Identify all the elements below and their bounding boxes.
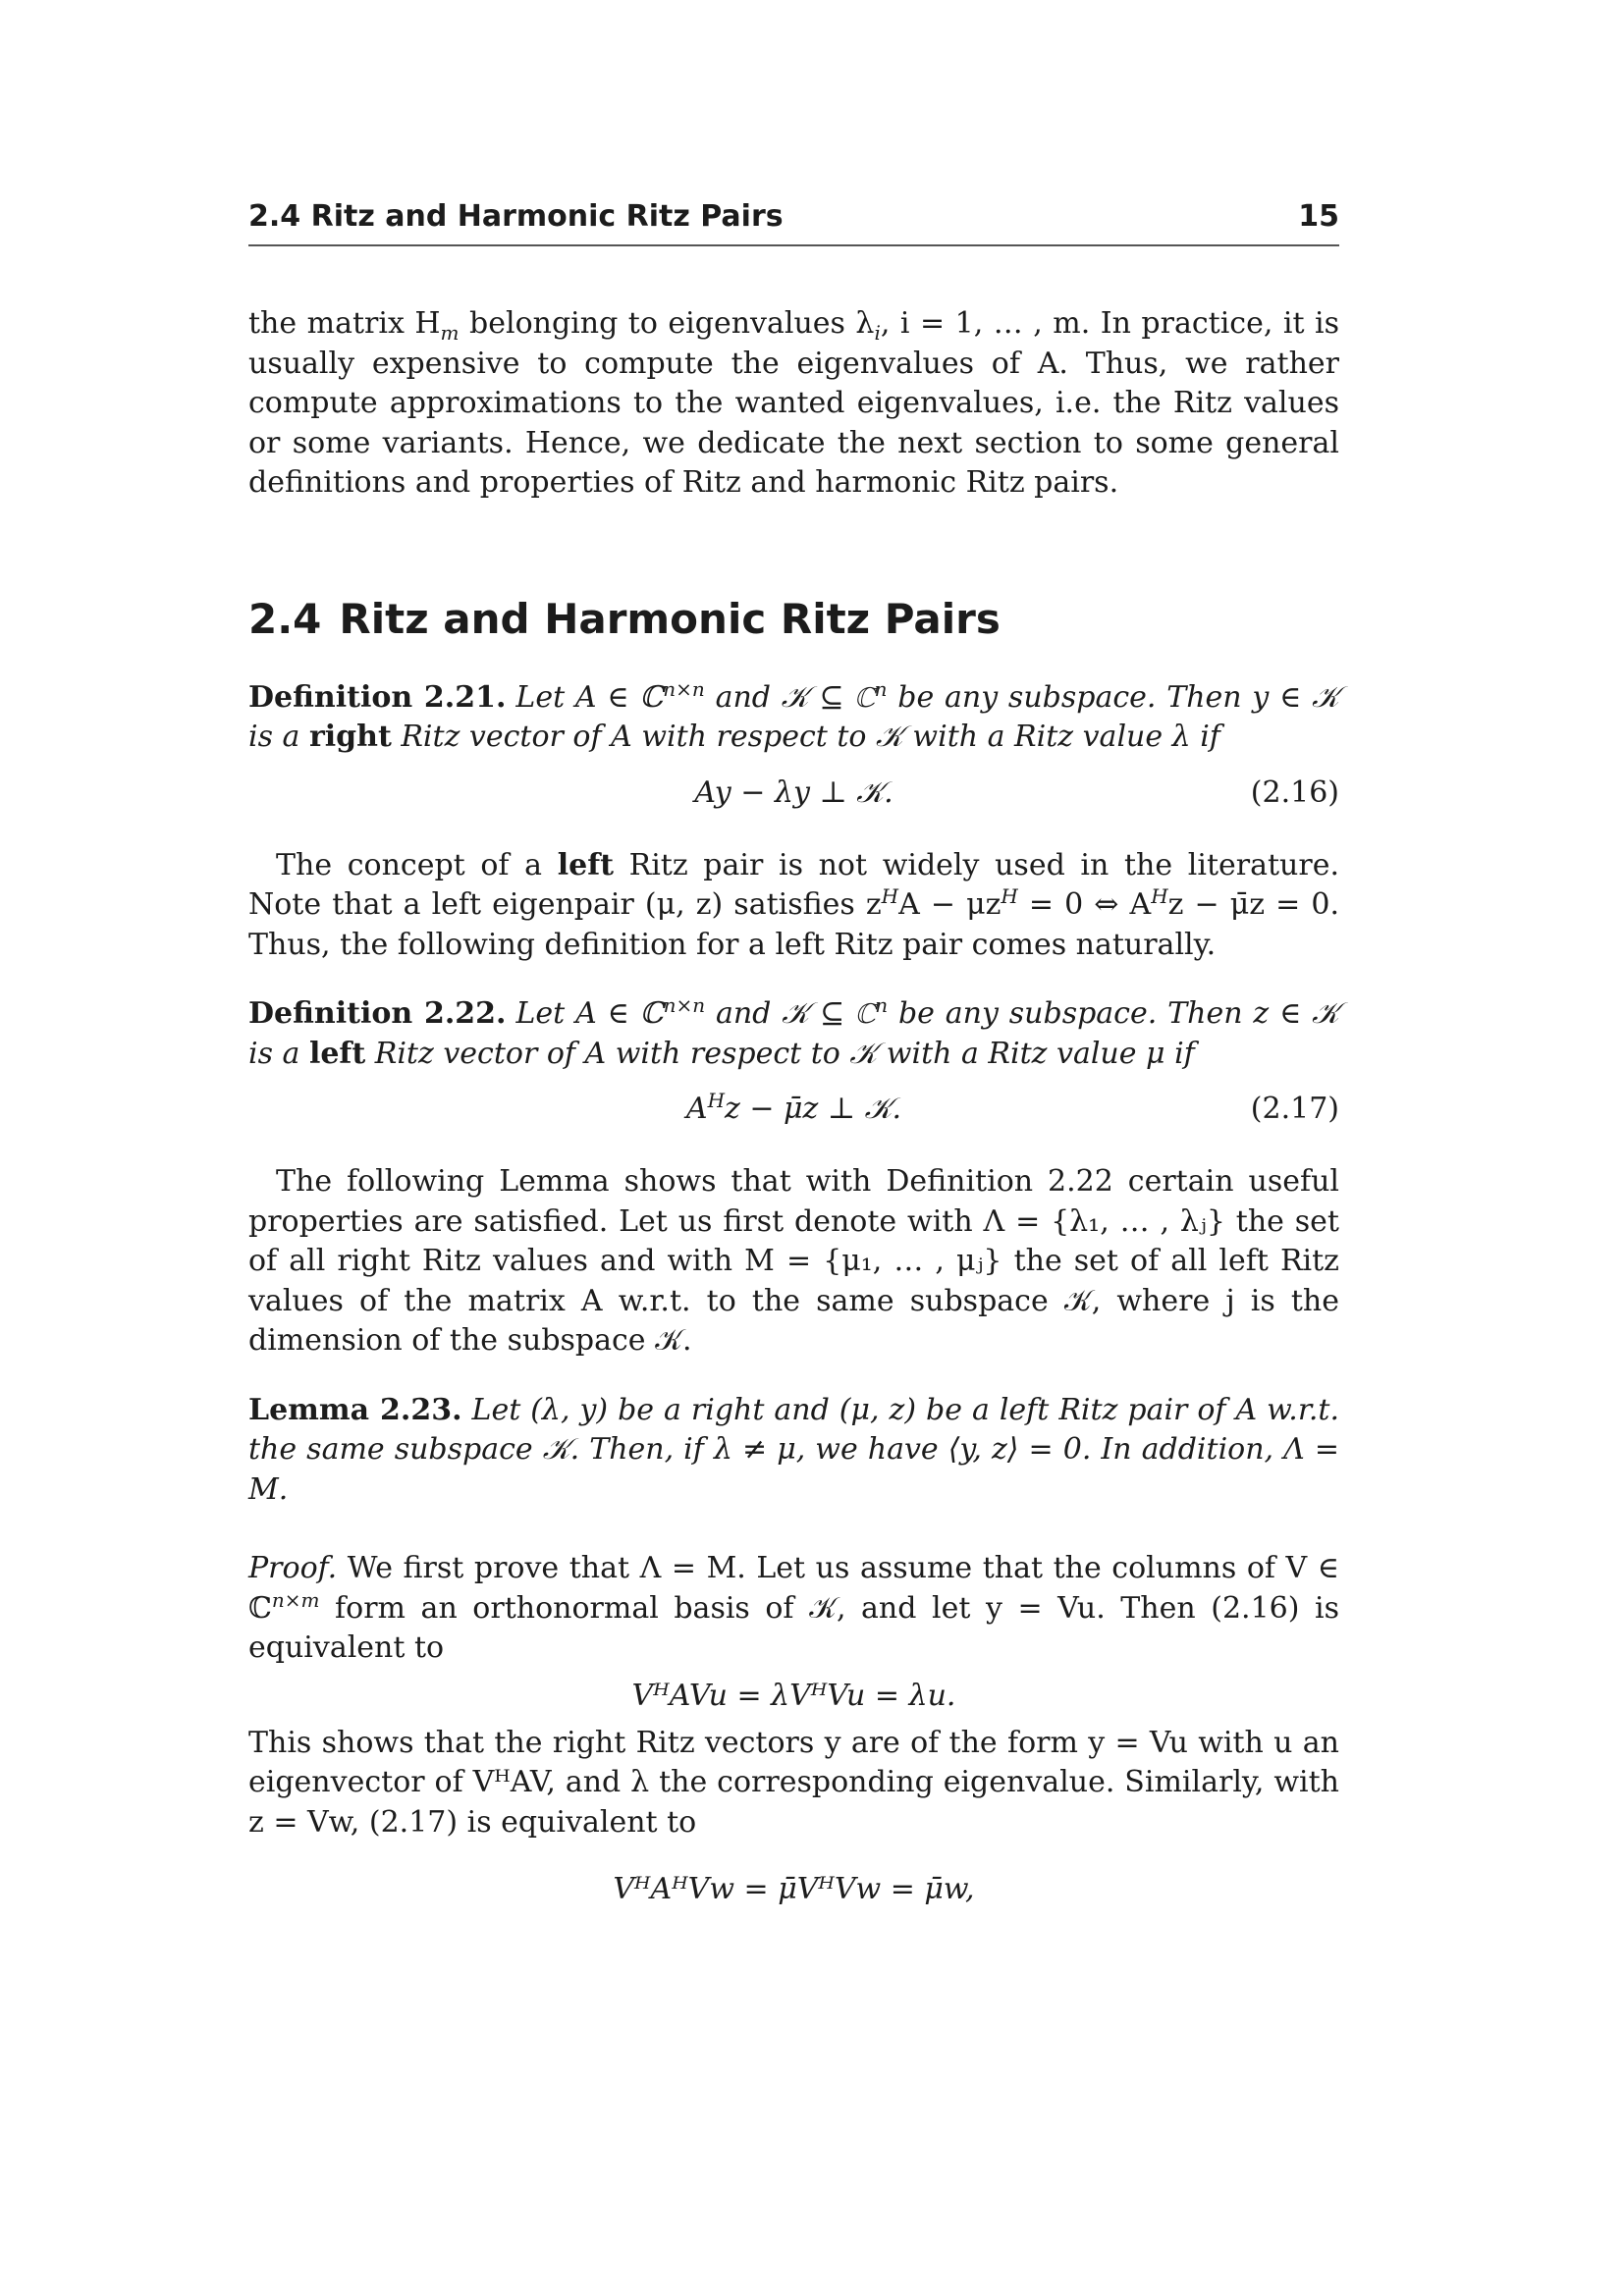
lemma-2-23-label: Lemma 2.23. [248, 1392, 462, 1427]
definition-2-21 [248, 678, 1339, 758]
left-para-text-b: Ritz pair is not widely used in the literature. Note that a left eigenpair (μ, z) satisfies z [248, 847, 1339, 922]
left-para-text-d: = 0 ⇔ A [1017, 887, 1152, 922]
running-header [248, 199, 1339, 246]
definition-2-21-label: Definition 2.21. [248, 679, 507, 715]
left-para-sup-1: H [881, 884, 899, 908]
left-ritz-paragraph [248, 846, 1339, 966]
def221-text-b: and 𝒦 ⊆ ℂ [704, 679, 875, 715]
equation-2-17-expression [248, 1074, 1339, 1145]
equation-2-16-expression: Ay − λy ⊥ 𝒦. [694, 774, 893, 810]
eq217-sup: H [707, 1089, 726, 1112]
def222-sup-n: n [875, 993, 889, 1017]
equation-2-16-number: (2.16) [1250, 774, 1339, 810]
def222-sup-nxn: n×n [663, 993, 706, 1017]
eq217-a: A [685, 1092, 708, 1126]
def222-text-b: and 𝒦 ⊆ ℂ [705, 996, 876, 1031]
section-heading [248, 590, 1339, 649]
equation-2-17-number: (2.17) [1250, 1092, 1339, 1126]
definition-2-22-label: Definition 2.22. [248, 996, 507, 1031]
page-number: 15 [1298, 199, 1339, 234]
def221-text-c: be any subspace. Then y ∈ 𝒦 is a [248, 679, 1339, 754]
intro-text-b: belonging to eigenvalues λ [459, 306, 875, 341]
proof-sup-nxm: n×m [271, 1587, 320, 1612]
intro-paragraph [248, 304, 1339, 504]
proof-paragraph [248, 1549, 1339, 1669]
equation-2-16 [248, 758, 1339, 828]
intro-text-a: the matrix H [248, 306, 441, 341]
intro-text-c: , i = 1, … , m. In practice, it is usually expensive to compute the eigenvalues of A. Thus, we rather compute approximations to the wanted eigenvalues, i.e. the Ritz values or some variants. Hence, we dedicate the next section to some general definitions and properties of Ritz and harmonic Ritz pairs. [248, 306, 1340, 500]
proof-label: Proof. [248, 1551, 338, 1585]
proof-text-a: We first prove that Λ = M. Let us assume that the columns of V ∈ ℂ [248, 1551, 1339, 1626]
left-para-bold: left [557, 847, 614, 882]
proof-text-b: form an orthonormal basis of 𝒦, and let y = Vu. Then (2.16) is equivalent to [248, 1590, 1339, 1665]
def222-text-d: Ritz vector of A with respect to 𝒦 with a Ritz value μ if [365, 1036, 1195, 1071]
def222-text-a: Let A ∈ ℂ [515, 996, 664, 1031]
def221-sup-nxn: n×n [663, 676, 705, 701]
proof-continuation: This shows that the right Ritz vectors y are of the form y = Vu with u an eigenvector of VᴴAV, and λ the corresponding eigenvalue. Similarly, with z = Vw, (2.17) is equivalent to [248, 1725, 1339, 1840]
lemma-intro-paragraph: The following Lemma shows that with Definition 2.22 certain useful properties are satisfied. Let us first denote with Λ = {λ₁, … , λⱼ} the set of all right Ritz values and with M = {μ₁, … , μⱼ} the set of all left Ritz values of the matrix A w.r.t. to the same subspace 𝒦, where j is the dimension of the subspace 𝒦. [248, 1164, 1339, 1358]
def222-text-c: be any subspace. Then z ∈ 𝒦 is a [248, 996, 1340, 1071]
left-para-sup-3: H [1151, 884, 1168, 908]
lemma-2-23-text: Let (λ, y) be a right and (μ, z) be a left Ritz pair of A w.r.t. the same subspace 𝒦. Then, if λ ≠ μ, we have ⟨y, z⟩ = 0. In addition, Λ = M. [248, 1392, 1339, 1507]
intro-sub-i: i [874, 321, 881, 345]
proof-equation-1-expression: VᴴAVu = λVᴴVu = λu. [631, 1678, 956, 1713]
body-text [248, 304, 1339, 1937]
def221-bold-right: right [308, 720, 392, 754]
running-header-title: 2.4 Ritz and Harmonic Ritz Pairs [248, 199, 784, 234]
def221-text-d: Ritz vector of A with respect to 𝒦 with a Ritz value λ if [391, 720, 1220, 754]
equation-2-17 [248, 1074, 1339, 1145]
left-para-text-c: A − μz [898, 887, 1001, 922]
left-para-text-a: The concept of a [276, 847, 558, 882]
proof-equation-2 [248, 1842, 1339, 1937]
left-para-text-e: z − μ̄z = 0. Thus, the following definition for a left Ritz pair comes naturally. [248, 887, 1339, 962]
section-number: 2.4 [248, 594, 322, 643]
def222-bold-left: left [308, 1036, 366, 1071]
def221-sup-n: n [874, 676, 888, 701]
lemma-2-23 [248, 1391, 1339, 1511]
intro-sub-m: m [440, 321, 460, 345]
eq217-b: z − μ̄z ⊥ 𝒦. [725, 1092, 902, 1126]
def221-text-a: Let A ∈ ℂ [515, 679, 664, 715]
definition-2-22 [248, 994, 1339, 1074]
proof-equation-1 [248, 1669, 1339, 1724]
section-title: Ritz and Harmonic Ritz Pairs [339, 594, 1001, 643]
left-para-sup-2: H [1001, 884, 1018, 908]
proof-equation-2-expression: VᴴAᴴVw = μ̄VᴴVw = μ̄w, [613, 1872, 975, 1906]
